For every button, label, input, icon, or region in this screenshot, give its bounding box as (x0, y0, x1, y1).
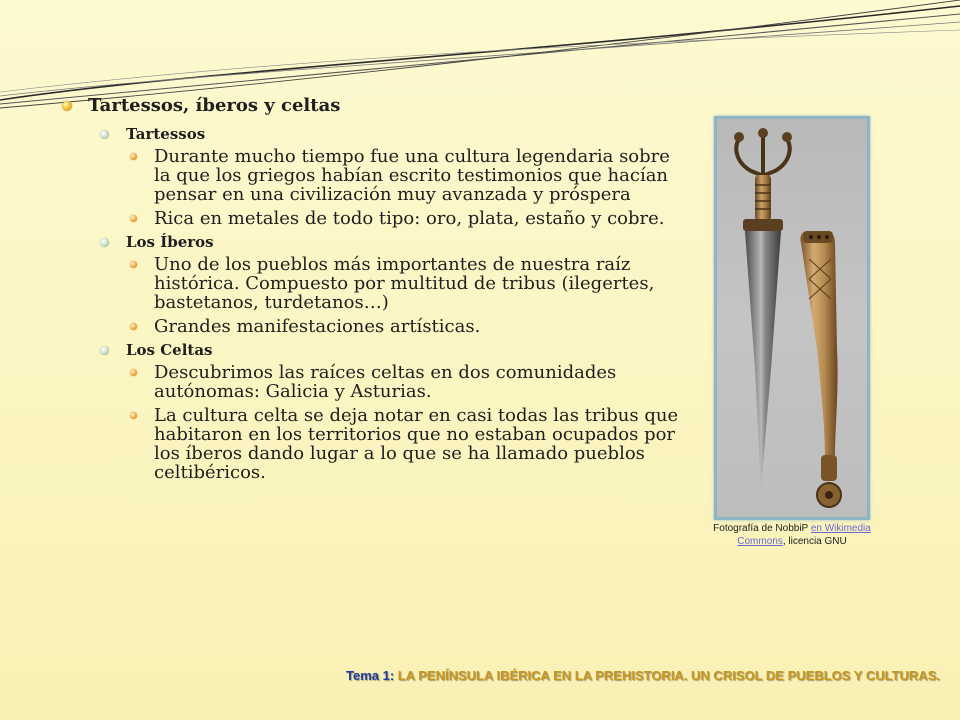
slide-heading: Tartessos, íberos y celtas (88, 95, 341, 116)
list-item-text: Uno de los pueblos más importantes de nuestra raíz histórica. Compuesto por multitud de tribus (ilegertes, bastetanos, turdetanos…) (154, 254, 655, 313)
section-iberos (60, 233, 680, 252)
footer-topic: LA PENÍNSULA IBÉRICA EN LA PREHISTORIA. UN CRISOL DE PUEBLOS Y CULTURAS. (397, 668, 940, 683)
list-item (60, 406, 680, 482)
slide-body (60, 94, 680, 487)
wikimedia-commons-link[interactable]: en Wikimedia Commons (737, 523, 871, 547)
bullet-icon (100, 346, 109, 355)
section-title: Los Celtas (126, 341, 213, 359)
list-item (60, 209, 680, 228)
photo-caption (690, 522, 894, 548)
list-item-text: Descubrimos las raíces celtas en dos comunidades autónomas: Galicia y Asturias. (154, 362, 617, 402)
section-title: Tartessos (126, 125, 206, 143)
bullet-icon (130, 323, 137, 330)
main-bullet (60, 94, 680, 118)
dagger-photo (714, 116, 870, 520)
section-tartessos (60, 125, 680, 144)
section-celtas (60, 341, 680, 360)
bullet-icon (62, 101, 72, 111)
list-item (60, 317, 680, 336)
bullet-icon (130, 369, 137, 376)
list-item-text: Durante mucho tiempo fue una cultura legendaria sobre la que los griegos habían escrito testimonios que hacían pensar en una civilización muy avanzada y próspera (154, 146, 670, 205)
list-item-text: Rica en metales de todo tipo: oro, plata, estaño y cobre. (154, 208, 665, 229)
footer-title (346, 668, 940, 684)
list-item-text: La cultura celta se deja notar en casi todas las tribus que habitaron en los territorios que no estaban ocupados por los íberos dando lugar a lo que se ha llamado pueblos celtibéricos. (154, 405, 679, 483)
section-title: Los Íberos (126, 233, 214, 251)
bullet-icon (100, 238, 109, 247)
caption-suffix: , licencia GNU (782, 536, 847, 547)
caption-prefix: Fotografía de NobbiP (713, 523, 811, 534)
bullet-icon (130, 215, 137, 222)
list-item-text: Grandes manifestaciones artísticas. (154, 316, 481, 337)
dagger-and-sheath-illustration (717, 119, 867, 517)
bullet-icon (130, 261, 137, 268)
bullet-icon (100, 130, 109, 139)
bullet-icon (130, 412, 137, 419)
list-item (60, 147, 680, 204)
list-item (60, 255, 680, 312)
bullet-icon (130, 153, 137, 160)
footer-label: Tema 1: (346, 668, 398, 683)
list-item (60, 363, 680, 401)
